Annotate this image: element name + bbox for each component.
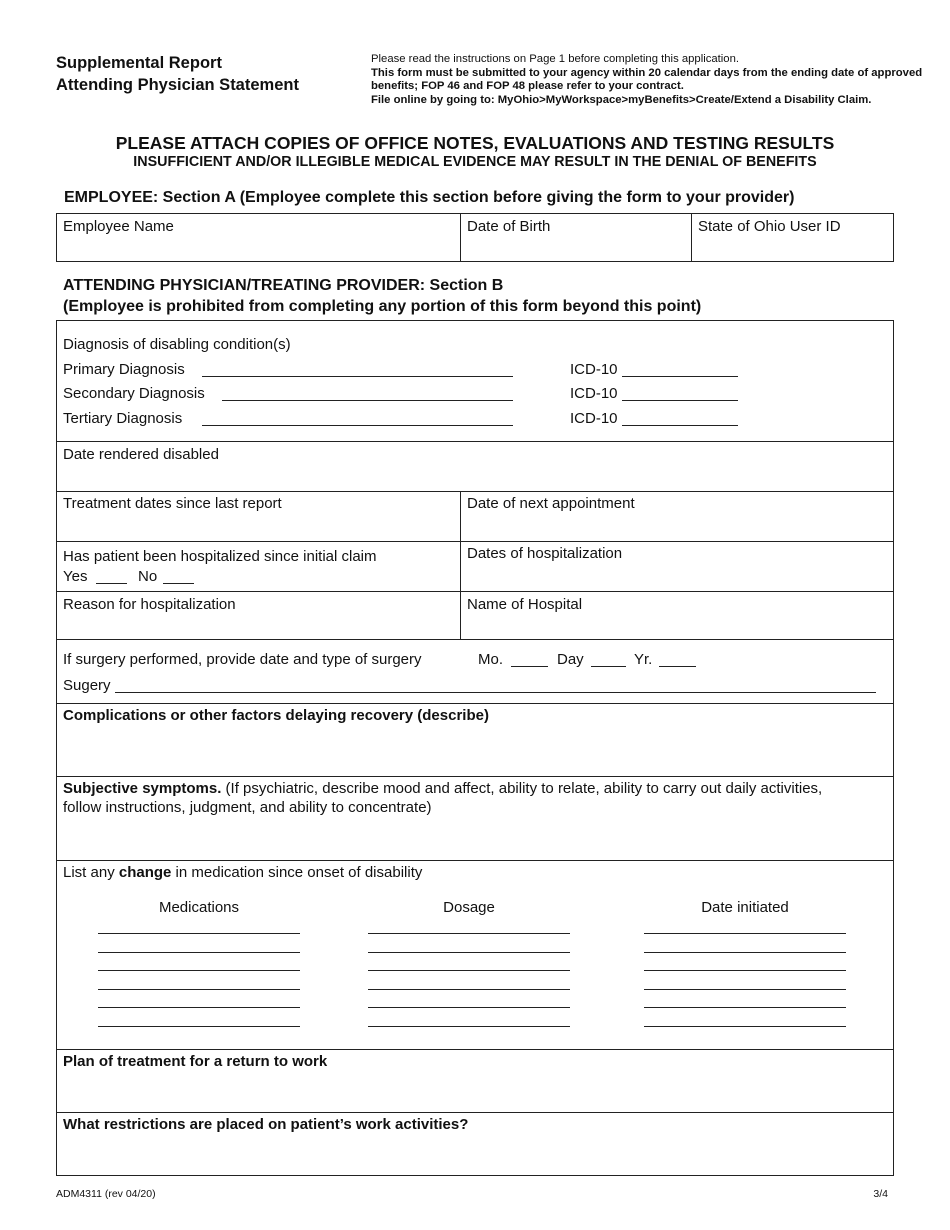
dosage-input-row-2[interactable] [368,952,570,953]
divider [56,639,894,640]
section-b-heading: ATTENDING PHYSICIAN/TREATING PROVIDER: Section B [63,277,504,294]
evidence-warning: INSUFFICIENT AND/OR ILLEGIBLE MEDICAL EVIDENCE MAY RESULT IN THE DENIAL OF BENEFITS [133,154,817,170]
hospitalization-dates-field[interactable]: Dates of hospitalization [467,545,623,562]
medications-column-header: Medications [158,899,240,916]
hospitalized-yes-label: Yes [63,568,88,585]
icd-input-2[interactable] [622,400,738,401]
subjective-symptoms-title: Subjective symptoms. [63,780,222,797]
divider [56,591,894,592]
dosage-input-row-1[interactable] [368,933,570,934]
attach-notice: PLEASE ATTACH COPIES OF OFFICE NOTES, EVALUATIONS AND TESTING RESULTS [115,133,835,153]
treatment-dates-field[interactable]: Treatment dates since last report [63,495,282,512]
divider [56,1112,894,1113]
icd-label-1: ICD-10 [570,361,618,378]
date-of-birth-field[interactable]: Date of Birth [467,218,551,235]
surgery-day-label: Day [557,651,584,668]
medication-input-row-3[interactable] [98,970,300,971]
form-title-line2: Attending Physician Statement [56,76,299,94]
dosage-input-row-6[interactable] [368,1026,570,1027]
icd-label-3: ICD-10 [570,410,618,427]
dosage-column-header: Dosage [443,899,495,916]
form-title [56,52,299,96]
icd-input-3[interactable] [622,425,738,426]
employee-name-field[interactable]: Employee Name [63,218,174,235]
tertiary-diagnosis-label: Tertiary Diagnosis [63,410,183,427]
hospital-name-field[interactable]: Name of Hospital [467,596,583,613]
medication-change-label [63,863,422,882]
surgery-month-input[interactable] [511,666,548,667]
surgery-year-input[interactable] [659,666,696,667]
subjective-symptoms-field[interactable] [63,779,863,817]
medication-change-emphasis: change [118,864,172,881]
surgery-year-label: Yr. [634,651,653,668]
medication-change-pre: List any [63,864,119,881]
date-initiated-input-row-4[interactable] [644,989,846,990]
return-to-work-plan-field[interactable]: Plan of treatment for a return to work [63,1053,328,1070]
date-initiated-input-row-5[interactable] [644,1007,846,1008]
divider [56,776,894,777]
surgery-type-input[interactable] [115,692,876,693]
note-deadline: This form must be submitted to your agency within 20 calendar days from the ending date of approved benefits; FOP 46 and FOP 48 please refer to your contract. [371,66,923,93]
section-b-subheading: (Employee is prohibited from completing any portion of this form beyond this point) [63,298,702,315]
surgery-question: If surgery performed, provide date and type of surgery [63,651,422,668]
form-title-line1: Supplemental Report [56,54,222,72]
divider [56,491,894,492]
header-notes [371,53,931,107]
medication-input-row-1[interactable] [98,933,300,934]
hospitalized-yes-input[interactable] [96,583,127,584]
complications-field[interactable]: Complications or other factors delaying recovery (describe) [63,707,489,724]
medication-change-post: in medication since onset of disability [171,864,423,881]
surgery-day-input[interactable] [591,666,626,667]
date-initiated-input-row-1[interactable] [644,933,846,934]
tertiary-diagnosis-input[interactable] [202,425,513,426]
hospitalization-reason-field[interactable]: Reason for hospitalization [63,596,236,613]
icd-input-1[interactable] [622,376,738,377]
hospitalized-question: Has patient been hospitalized since initial claim [63,548,377,565]
primary-diagnosis-label: Primary Diagnosis [63,361,185,378]
form-id: ADM4311 (rev 04/20) [56,1188,156,1200]
date-initiated-input-row-2[interactable] [644,952,846,953]
section-a-heading: EMPLOYEE: Section A (Employee complete this section before giving the form to your provider) [64,189,795,206]
medication-input-row-4[interactable] [98,989,300,990]
date-initiated-column-header: Date initiated [701,899,789,916]
page-number: 3/4 [873,1188,888,1200]
divider [56,541,894,542]
divider [460,213,461,262]
note-online: File online by going to: MyOhio>MyWorkspace>myBenefits>Create/Extend a Disability Claim. [371,93,872,106]
hospitalized-no-label: No [138,568,158,585]
user-id-field[interactable]: State of Ohio User ID [698,218,841,235]
surgery-label: Sugery [63,677,111,694]
divider [460,491,461,639]
secondary-diagnosis-input[interactable] [222,400,513,401]
diagnosis-title: Diagnosis of disabling condition(s) [63,336,291,353]
divider [56,703,894,704]
date-disabled-field[interactable]: Date rendered disabled [63,446,219,463]
divider [691,213,692,262]
surgery-month-label: Mo. [478,651,504,668]
icd-label-2: ICD-10 [570,385,618,402]
secondary-diagnosis-label: Secondary Diagnosis [63,385,205,402]
dosage-input-row-5[interactable] [368,1007,570,1008]
primary-diagnosis-input[interactable] [202,376,513,377]
medication-input-row-5[interactable] [98,1007,300,1008]
work-restrictions-field[interactable]: What restrictions are placed on patient’s work activities? [63,1116,469,1133]
medication-input-row-2[interactable] [98,952,300,953]
date-initiated-input-row-6[interactable] [644,1026,846,1027]
hospitalized-no-input[interactable] [163,583,194,584]
divider [56,441,894,442]
note-instructions: Please read the instructions on Page 1 before completing this application. [371,53,740,65]
dosage-input-row-4[interactable] [368,989,570,990]
divider [56,860,894,861]
next-appointment-field[interactable]: Date of next appointment [467,495,635,512]
subjective-symptoms-description: (If psychiatric, describe mood and affect, ability to relate, ability to carry out daily activities, follow instructions, judgment, and ability to concentrate) [63,780,823,816]
dosage-input-row-3[interactable] [368,970,570,971]
medication-input-row-6[interactable] [98,1026,300,1027]
date-initiated-input-row-3[interactable] [644,970,846,971]
divider [56,1049,894,1050]
